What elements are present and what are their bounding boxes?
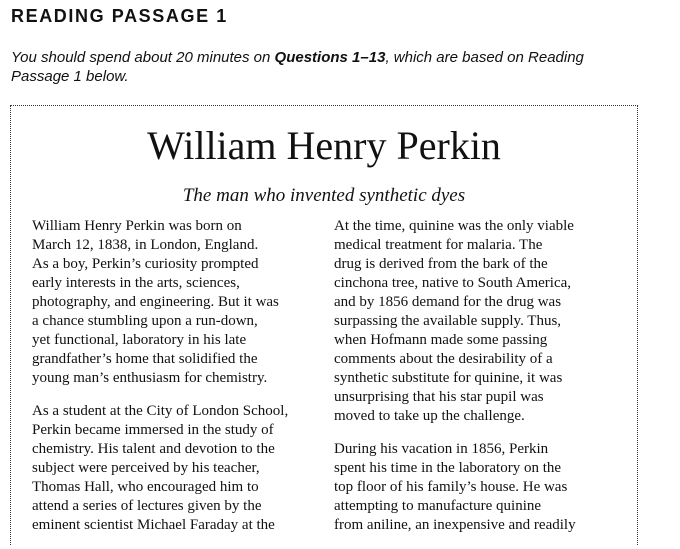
passage-line: unsurprising that his star pupil was — [334, 389, 544, 405]
passage-line: At the time, quinine was the only viable — [334, 218, 574, 234]
passage-line: synthetic substitute for quinine, it was — [334, 370, 563, 386]
instructions-tail: , which are based on Reading — [385, 49, 584, 66]
passage-line: March 12, 1838, in London, England. — [32, 237, 259, 253]
passage-column-left — [32, 217, 322, 549]
passage-line: Perkin became immersed in the study of — [32, 422, 274, 438]
passage-subtitle: The man who invented synthetic dyes — [182, 185, 466, 206]
passage-paragraph — [334, 217, 624, 426]
passage-line: early interests in the arts, sciences, — [32, 275, 240, 291]
passage-line: drug is derived from the bark of the — [334, 256, 548, 272]
passage-line: young man’s enthusiasm for chemistry. — [32, 370, 268, 386]
passage-line: cinchona tree, native to South America, — [334, 275, 572, 291]
passage-line: medical treatment for malaria. The — [334, 237, 543, 253]
instructions — [11, 48, 651, 86]
passage-line: when Hofmann made some passing — [334, 332, 548, 348]
passage-line: Thomas Hall, who encouraged him to — [32, 479, 259, 495]
passage-line: from aniline, an inexpensive and readily — [334, 517, 576, 533]
passage-line: top floor of his family’s house. He was — [334, 479, 568, 495]
passage-line: surpassing the available supply. Thus, — [334, 313, 562, 329]
passage-line: photography, and engineering. But it was — [32, 294, 279, 310]
passage-column-right — [334, 217, 624, 549]
passage-line: attempting to manufacture quinine — [334, 498, 542, 514]
passage-line: subject were perceived by his teacher, — [32, 460, 260, 476]
passage-line: attend a series of lectures given by the — [32, 498, 262, 514]
passage-line: William Henry Perkin was born on — [32, 218, 242, 234]
passage-line: comments about the desirability of a — [334, 351, 553, 367]
passage-line: moved to take up the challenge. — [334, 408, 525, 424]
passage-line: spent his time in the laboratory on the — [334, 460, 562, 476]
passage-line: As a boy, Perkin’s curiosity prompted — [32, 256, 259, 272]
passage-paragraph — [32, 402, 322, 535]
passage-title: William Henry Perkin — [147, 123, 501, 168]
passage-line: As a student at the City of London School, — [32, 403, 289, 419]
passage-line: yet functional, laboratory in his late — [32, 332, 247, 348]
instructions-line2: Passage 1 below. — [11, 68, 129, 85]
passage-line: a chance stumbling upon a run-down, — [32, 313, 258, 329]
passage-line: chemistry. His talent and devotion to the — [32, 441, 275, 457]
passage-line: During his vacation in 1856, Perkin — [334, 441, 549, 457]
instructions-lead: You should spend about 20 minutes on — [11, 49, 275, 66]
passage-line: and by 1856 demand for the drug was — [334, 294, 562, 310]
passage-paragraph — [334, 440, 624, 535]
section-heading: READING PASSAGE 1 — [11, 6, 228, 26]
passage-paragraph — [32, 217, 322, 388]
instructions-questions: Questions 1–13 — [274, 49, 386, 66]
passage-line: grandfather’s home that solidified the — [32, 351, 258, 367]
passage-line: eminent scientist Michael Faraday at the — [32, 517, 275, 533]
